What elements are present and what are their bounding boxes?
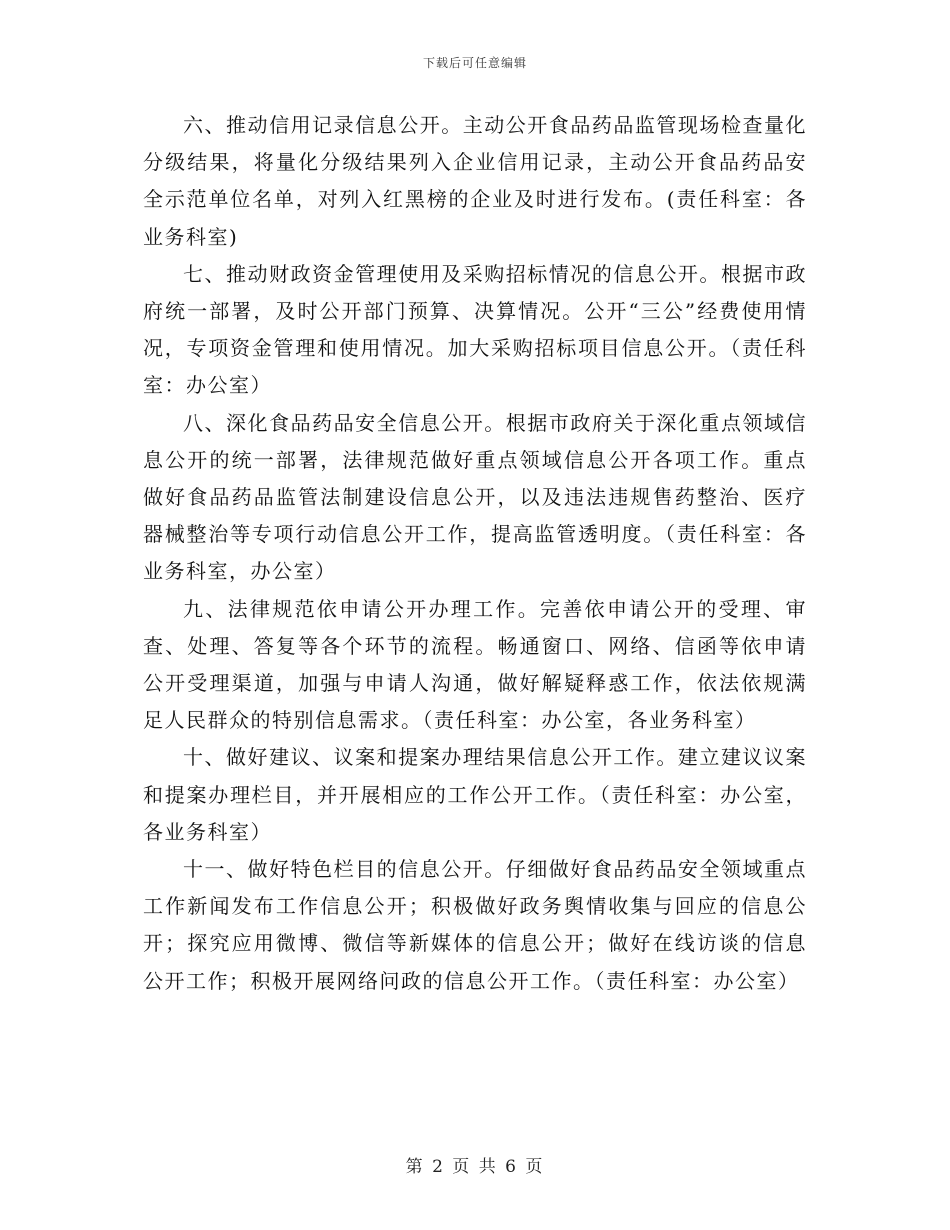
paragraph-section-6: 六、推动信用记录信息公开。主动公开食品药品监管现场检查量化分级结果，将量化分级结果列入企业信用记录，主动公开食品药品安全示范单位名单，对列入红黑榜的企业及时进行发布。(责任科室：各业务科室) (143, 113, 807, 249)
paragraph-section-10: 十、做好建议、议案和提案办理结果信息公开工作。建立建议议案和提案办理栏目，并开展相应的工作公开工作。（责任科室：办公室，各业务科室） (143, 745, 807, 844)
page-number-footer: 第 2 页 共 6 页 (405, 1157, 545, 1177)
page-header: 下载后可任意编辑 (422, 56, 527, 70)
paragraph-section-7: 七、推动财政资金管理使用及采购招标情况的信息公开。根据市政府统一部署，及时公开部门预算、决算情况。公开“三公”经费使用情况，专项资金管理和使用情况。加大采购招标项目信息公开。（责任科室：办公室） (143, 261, 807, 398)
paragraph-section-9: 九、法律规范依申请公开办理工作。完善依申请公开的受理、审查、处理、答复等各个环节的流程。畅通窗口、网络、信函等依申请公开受理渠道，加强与申请人沟通，做好解疑释惑工作，依法依规满足人民群众的特别信息需求。（责任科室：办公室，各业务科室） (143, 596, 807, 733)
document-body (143, 107, 807, 1000)
paragraph-section-8: 八、深化食品药品安全信息公开。根据市政府关于深化重点领域信息公开的统一部署，法律规范做好重点领域信息公开各项工作。重点做好食品药品监管法制建设信息公开，以及违法违规售药整治、医疗器械整治等专项行动信息公开工作，提高监管透明度。（责任科室：各业务科室，办公室） (143, 410, 807, 584)
paragraph-section-11: 十一、做好特色栏目的信息公开。仔细做好食品药品安全领域重点工作新闻发布工作信息公开；积极做好政务舆情收集与回应的信息公开；探究应用微博、微信等新媒体的信息公开；做好在线访谈的信息公开工作；积极开展网络问政的信息公开工作。（责任科室：办公室） (143, 857, 807, 993)
